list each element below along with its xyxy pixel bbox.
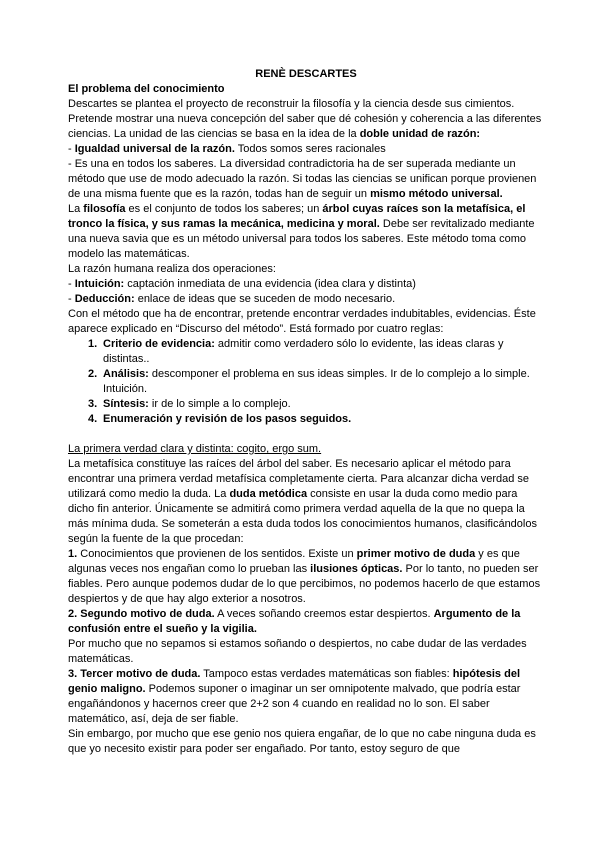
text-run: La primera verdad clara y distinta: cogito, ergo sum.: [68, 443, 322, 455]
list-item: [68, 412, 544, 427]
paragraph: [68, 97, 544, 142]
document-title: [68, 67, 544, 82]
text-run: enlace de ideas que se suceden de modo necesario.: [134, 293, 396, 305]
text-run: primer motivo de duda: [356, 548, 476, 560]
text-run: El problema del conocimiento: [68, 83, 225, 95]
text-run: La razón humana realiza dos operaciones:: [68, 263, 276, 275]
text-run: Igualdad universal de la razón.: [74, 143, 235, 155]
list-number: 1.: [88, 338, 98, 350]
text-run: doble unidad de razón:: [359, 128, 481, 140]
text-run: Tampoco estas verdades matemáticas son fiables:: [200, 668, 453, 680]
text-run: hipótesis del genio maligno.: [68, 668, 521, 695]
paragraph: [68, 442, 544, 457]
text-run: La metafísica constituye las raíces del árbol del saber. Es necesario aplicar el método para encontrar una primera verdad metafísica completamente cierta. Para alcanzar dicha verdad se utilizará como medio la duda. La: [68, 458, 530, 500]
text-run: Por mucho que no sepamos si estamos soñando o despiertos, no cabe dudar de las verdades matemáticas.: [68, 638, 527, 665]
list-item: [68, 367, 544, 397]
text-run: ilusiones ópticas.: [310, 563, 403, 575]
text-run: mismo método universal.: [370, 188, 503, 200]
text-run: ir de lo simple a lo complejo.: [148, 398, 291, 410]
paragraph: [68, 142, 544, 157]
text-run: Sin embargo, por mucho que ese genio nos quiera engañar, de lo que no cabe ninguna duda es que yo necesito existir para poder ser engañado. Por tanto, estoy seguro de que: [68, 728, 536, 755]
text-run: Podemos suponer o imaginar un ser omnipotente malvado, que podría estar engañándonos y hacernos creer que 2+2 son 4 cuando en realidad no lo son. El saber matemático, así, deja de ser fiable.: [68, 683, 521, 725]
text-run: 1.: [68, 548, 78, 560]
text-run: Debe ser revitalizado mediante una nueva savia que es un método universal para todos los saberes. Este método toma como modelo las matemáticas.: [68, 218, 535, 260]
text-run: La: [68, 203, 84, 215]
paragraph: [68, 202, 544, 262]
text-run: 3. Tercer motivo de duda.: [68, 668, 201, 680]
paragraph-spacer: [68, 427, 544, 442]
text-run: admitir como verdadero sólo lo evidente, las ideas claras y distintas..: [103, 338, 504, 365]
page-content: [68, 67, 544, 757]
text-run: Descartes se plantea el proyecto de reconstruir la filosofía y la ciencia desde sus cimientos. Pretende mostrar una nueva concepción del saber que dé cohesión y coherencia a las diferentes ciencias. La unidad de las ciencias se basa en la idea de la: [68, 98, 542, 140]
text-run: Con el método que ha de encontrar, pretende encontrar verdades indubitables, evidencias. Éste aparece explicado en “Discurso del método”. Está formado por cuatro reglas:: [68, 308, 536, 335]
list-number: 4.: [88, 413, 98, 425]
text-run: Argumento de la confusión entre el sueño y la vigilia.: [68, 608, 521, 635]
paragraph: [68, 82, 544, 97]
paragraph: [68, 307, 544, 337]
text-run: filosofía: [83, 203, 126, 215]
paragraph: [68, 607, 544, 637]
text-run: - Es una en todos los saberes. La diversidad contradictoria ha de ser superada mediante un método que use de modo adecuado la razón. Si todas las ciencias se unifican porque provienen de una misma fuente que es la razón, todas han de seguir un: [68, 158, 537, 200]
text-run: RENÈ DESCARTES: [255, 68, 357, 80]
text-run: Enumeración y revisión de los pasos seguidos.: [103, 413, 352, 425]
text-run: descomponer el problema en sus ideas simples. Ir de lo complejo a lo simple. Intuición.: [103, 368, 530, 395]
text-run: Análisis:: [103, 368, 149, 380]
text-run: -: [68, 143, 75, 155]
text-run: duda metódica: [229, 488, 308, 500]
list-item: [68, 397, 544, 412]
paragraph: [68, 727, 544, 757]
text-run: consiste en usar la duda como medio para dicho fin anterior. Únicamente se admitirá como primera verdad aquella de la que no quepa la más mínima duda. Se someterán a esta duda todos los conocimientos humanos, clasificándolos según la fuente de la que procedan:: [68, 488, 537, 545]
text-run: A veces soñando creemos estar despiertos.: [214, 608, 434, 620]
text-run: Por lo tanto, no pueden ser fiables. Pero aunque podemos dudar de lo que percibimos, no podemos hacerlo de que estamos despiertos y de que hay algo exterior a nosotros.: [68, 563, 541, 605]
text-run: Síntesis:: [103, 398, 149, 410]
text-run: Criterio de evidencia:: [103, 338, 215, 350]
paragraph: [68, 292, 544, 307]
paragraph: [68, 547, 544, 607]
paragraph: [68, 457, 544, 547]
text-run: y es que algunas veces nos engañan como lo prueban las: [68, 548, 520, 575]
text-run: Intuición:: [74, 278, 125, 290]
text-run: -: [68, 293, 75, 305]
text-run: captación inmediata de una evidencia (idea clara y distinta): [124, 278, 416, 290]
text-run: es el conjunto de todos los saberes; un: [125, 203, 323, 215]
text-run: -: [68, 278, 75, 290]
text-run: Conocimientos que provienen de los sentidos. Existe un: [77, 548, 357, 560]
text-run: Deducción:: [74, 293, 135, 305]
paragraph: [68, 157, 544, 202]
paragraph: [68, 637, 544, 667]
list-number: 2.: [88, 368, 98, 380]
text-run: 2. Segundo motivo de duda.: [68, 608, 215, 620]
paragraph: [68, 262, 544, 277]
list-item: [68, 337, 544, 367]
text-run: Todos somos seres racionales: [234, 143, 386, 155]
paragraph: [68, 667, 544, 727]
list-number: 3.: [88, 398, 98, 410]
text-run: árbol cuyas raíces son la metafísica, el tronco la física, y sus ramas la mecánica, medicina y moral.: [68, 203, 526, 230]
paragraph: [68, 277, 544, 292]
